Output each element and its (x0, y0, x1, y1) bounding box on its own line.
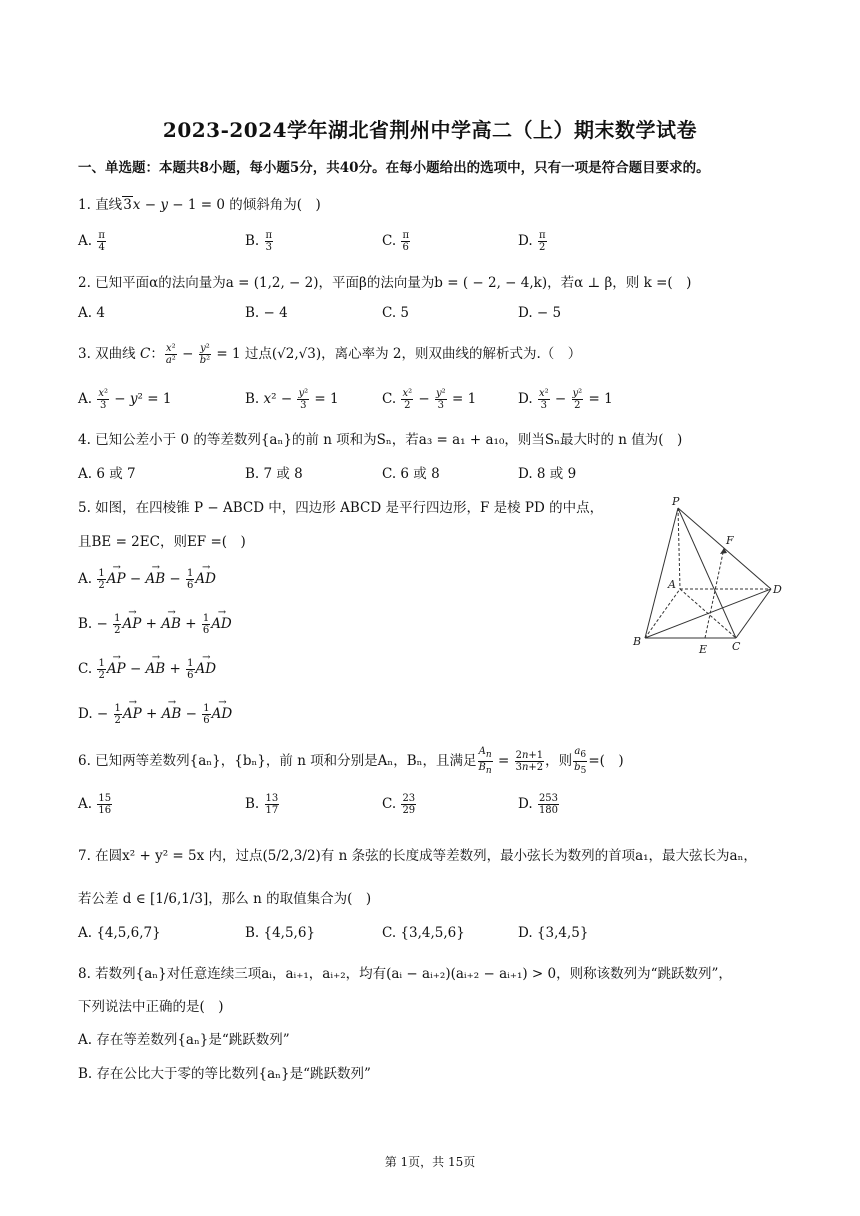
q3-option-b: B. x² − $\frac{\text{y²}}{3}$ = 1 (245, 388, 339, 411)
figure-label-f: F (726, 534, 734, 547)
figure-label-a: A (668, 578, 676, 591)
question-8-line-2: 下列说法中正确的是( ) (78, 999, 224, 1015)
question-6: 6. 已知两等差数列{aₙ}，{bₙ}，前 n 项和分别是Aₙ，Bₙ，且满足 $\frac{A_n}{B_n}$ = $\frac{2n+1}{3n+2}$ ，则 $\frac{a_6}{b_5}$ =( ) (78, 746, 624, 776)
q7-option-c: C. {3,4,5,6} (382, 925, 465, 941)
q1-option-a: A. $\frac{\pi}{4}$ (78, 230, 105, 253)
q5-option-c: C. $\frac{1}{2}$ → AP − → AB + $\frac{1}{6}$ → AD (78, 658, 216, 681)
q2-option-d: D. − 5 (518, 305, 562, 321)
q7-option-b: B. {4,5,6} (245, 925, 316, 941)
q6-option-d: D. $\frac{253}{180}$ (518, 793, 559, 816)
q6-option-b: B. $\frac{13}{17}$ (245, 793, 279, 816)
q7-option-a: A. {4,5,6,7} (78, 925, 161, 941)
question-7-line-1: 7. 在圆x² + y² = 5x 内，过点(5/2,3/2)有 n 条弦的长度成等差数列，最小弦长为数列的首项a₁，最大弦长为aₙ， (78, 848, 757, 864)
q3-option-a: A. $\frac{\text{x²}}{3}$ − y² = 1 (78, 388, 172, 411)
question-8-line-1: 8. 若数列{aₙ}对任意连续三项aᵢ，aᵢ₊₁，aᵢ₊₂，均有(aᵢ − aᵢ₊₂)(aᵢ₊₂ − aᵢ₊₁) > 0，则称该数列为“跳跃数列”， (78, 966, 732, 982)
q5-option-b: B. − $\frac{1}{2}$ → AP + → AB + $\frac{1}{6}$ → AD (78, 613, 232, 636)
figure-label-e: E (699, 643, 708, 656)
q2-option-a: A. 4 (78, 305, 105, 321)
q1-option-d: D. $\frac{\pi}{2}$ (518, 230, 546, 253)
q2-option-c: C. 5 (382, 305, 410, 321)
question-3: 3. 双曲线 C： $\frac{\text{x²}}{\text{a²}}$ − $\frac{\text{y²}}{\text{b²}}$ = 1 过点(√2,√3)，离心率为 2，则双曲线的解析式为.（ ） (78, 343, 582, 366)
q7-option-d: D. {3,4,5} (518, 925, 589, 941)
q2-option-b: B. − 4 (245, 305, 288, 321)
figure-label-d: D (773, 583, 782, 596)
figure-label-p: P (672, 496, 680, 508)
figure-label-c: C (732, 640, 741, 653)
q1-option-c: C. $\frac{\pi}{6}$ (382, 230, 410, 253)
q1-option-b: B. $\frac{\pi}{3}$ (245, 230, 273, 253)
q5-option-a: A. $\frac{1}{2}$ → AP − → AB − $\frac{1}{6}$ → AD (78, 568, 216, 591)
question-5-line-2: 且BE = 2EC，则EF =( ) (78, 534, 246, 550)
question-7-line-2: 若公差 d ∈ [1/6,1/3]，那么 n 的取值集合为( ) (78, 891, 372, 907)
page-title: 2023-2024学年湖北省荆州中学高二（上）期末数学试卷 (162, 118, 698, 142)
question-1: 1. 直线3x − y − 1 = 0 的倾斜角为( ) (78, 197, 321, 213)
q4-option-a: A. 6 或 7 (78, 466, 136, 482)
page-footer: 第 1页，共 15页 (384, 1155, 476, 1169)
q8-option-a: A. 存在等差数列{aₙ}是“跳跃数列” (78, 1032, 290, 1048)
question-4: 4. 已知公差小于 0 的等差数列{aₙ}的前 n 项和为Sₙ，若a₃ = a₁ + a₁₀，则当Sₙ最大时的 n 值为( ) (78, 432, 683, 448)
question-2: 2. 已知平面α的法向量为a = (1,2, − 2)，平面β的法向量为b = ( − 2, − 4,k)，若α ⊥ β，则 k =( ) (78, 275, 692, 291)
q3-option-c: C. $\frac{\text{x²}}{2}$ − $\frac{\text{y²}}{3}$ = 1 (382, 388, 477, 411)
q8-option-b: B. 存在公比大于零的等比数列{aₙ}是“跳跃数列” (78, 1066, 371, 1082)
q4-option-d: D. 8 或 9 (518, 466, 577, 482)
q4-option-b: B. 7 或 8 (245, 466, 303, 482)
q3-option-d: D. $\frac{\text{x²}}{3}$ − $\frac{\text{y²}}{2}$ = 1 (518, 388, 613, 411)
q6-option-a: A. $\frac{15}{16}$ (78, 793, 112, 816)
q6-option-c: C. $\frac{23}{29}$ (382, 793, 416, 816)
q5-option-d: D. − $\frac{1}{2}$ → AP + → AB − $\frac{1}{6}$ → AD (78, 703, 232, 726)
question-5-line-1: 5. 如图，在四棱锥 P − ABCD 中，四边形 ABCD 是平行四边形，F 是棱 PD 的中点， (78, 500, 604, 516)
section-heading: 一、单选题：本题共8小题，每小题5分，共40分。在每小题给出的选项中，只有一项是符合题目要求的。 (78, 160, 710, 176)
figure-label-b: B (633, 635, 642, 648)
pyramid-figure (628, 496, 788, 656)
q4-option-c: C. 6 或 8 (382, 466, 440, 482)
